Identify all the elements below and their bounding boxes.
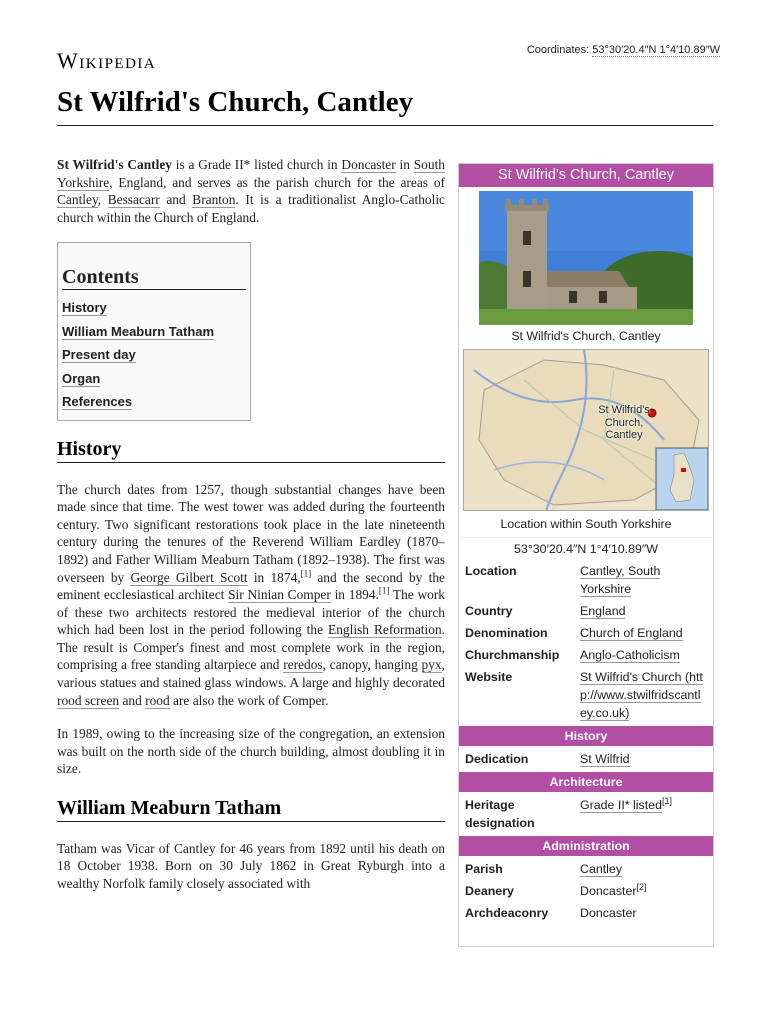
church-photo[interactable] — [479, 191, 693, 325]
reference-1[interactable]: [1] — [300, 568, 312, 579]
tatham-heading: William Meaburn Tatham — [57, 800, 445, 822]
infobox-row-deanery: Deanery Doncaster[2] — [465, 881, 647, 898]
link-branton[interactable]: Branton — [192, 192, 236, 208]
infobox-row-archdeaconry: Archdeaconry Doncaster — [465, 906, 637, 920]
link-cantley[interactable]: Cantley — [57, 192, 98, 208]
link-ninian-comper[interactable]: Sir Ninian Comper — [228, 587, 331, 603]
intro-paragraph: St Wilfrid's Cantley is a Grade II* listed church in Doncaster in South Yorkshire, England, and serves as the parish church for the areas of Cantley, Bessacarr and Branton. It is a traditionalist Anglo-Catholic church within the Church of England. — [57, 157, 445, 225]
map-marker-label: St Wilfrid's Church, Cantley — [598, 404, 650, 441]
infobox-section-administration: Administration — [459, 836, 713, 856]
reference-heritage[interactable]: [1] — [661, 795, 672, 806]
location-map[interactable] — [463, 349, 709, 511]
history-paragraph-1: The church dates from 1257, though substantial changes have been made since that time. The west tower was added during the fourteenth century. Two significant restorations took place in the late nineteenth century during the tenures of the Reverend William Eardley (1870–1892) and Father William Meaburn Tatham (1892–1938). The first was overseen by George Gilbert Scott in 1874,[1] and the second by the eminent ecclesiastical architect Sir Ninian Comper in 1894.[1] The work of these two architects restored the medieval interior of the church which had been lost in the period following the English Reformation. The result is Comper's finest and most complete work in the region, comprising a free standing altarpiece and reredos, canopy, hanging pyx, various statues and stained glass windows. A large and highly decorated rood screen and rood are also the work of Comper. — [57, 481, 445, 708]
link-rood-screen[interactable]: rood screen — [57, 692, 120, 708]
intro-bold: St Wilfrid's Cantley — [57, 157, 172, 172]
infobox-row-location: Location Cantley, South Yorkshire — [465, 564, 661, 596]
history-heading: History — [57, 441, 445, 463]
reference-1b[interactable]: [1] — [378, 585, 390, 596]
link-dedication[interactable]: St Wilfrid — [580, 752, 630, 766]
link-george-gilbert-scott[interactable]: George Gilbert Scott — [130, 569, 248, 585]
link-doncaster[interactable]: Doncaster — [341, 157, 396, 172]
toc-item-organ[interactable]: Organ — [62, 370, 101, 386]
toc-item-references[interactable]: References — [62, 394, 133, 410]
link-heritage[interactable]: Grade II* listed — [580, 798, 662, 812]
infobox-title: St Wilfrid's Church, Cantley — [459, 164, 713, 187]
infobox-row-dedication: Dedication St Wilfrid — [465, 752, 630, 766]
link-reredos[interactable]: reredos — [283, 657, 323, 673]
infobox-coordinates[interactable]: 53°30′20.4″N 1°4′10.89″W — [459, 537, 713, 560]
infobox-row-churchmanship: Churchmanship Anglo-Catholicism — [465, 648, 680, 662]
history-paragraph-2: In 1989, owing to the increasing size of the congregation, an extension was built on the north side of the church building, almost doubling it in size. — [57, 726, 445, 777]
coordinates-link[interactable]: 53°30′20.4″N 1°4′10.89″W — [592, 44, 720, 56]
link-denomination[interactable]: Church of England — [580, 626, 683, 640]
link-website[interactable]: St Wilfrid's Church (http://www.stwilfridscantley.co.uk) — [580, 670, 703, 720]
link-location[interactable]: Cantley, South Yorkshire — [580, 564, 661, 596]
infobox — [458, 163, 714, 947]
infobox-row-website: Website St Wilfrid's Church (http://www.stwilfridscantley.co.uk) — [465, 670, 703, 720]
toc-item-present-day[interactable]: Present day — [62, 347, 136, 363]
toc-heading: Contents — [62, 269, 246, 290]
link-rood[interactable]: rood — [145, 692, 170, 708]
link-bessacarr[interactable]: Bessacarr — [107, 192, 160, 208]
toc-item-history[interactable]: History — [62, 299, 107, 315]
wikipedia-logo[interactable]: Wikipedia — [57, 48, 157, 73]
tatham-paragraph-1: Tatham was Vicar of Cantley for 46 years from 1892 until his death on 18 October 1938. Born on 30 July 1862 in Great Ryburgh into a wealthy Norfolk family closely associated with — [57, 840, 445, 891]
infobox-section-architecture: Architecture — [459, 772, 713, 792]
link-pyx[interactable]: pyx — [421, 657, 442, 673]
toc-item-tatham[interactable]: William Meaburn Tatham — [62, 323, 215, 339]
link-churchmanship[interactable]: Anglo-Catholicism — [580, 648, 680, 662]
table-of-contents — [57, 242, 251, 421]
infobox-row-parish: Parish Cantley — [465, 862, 623, 876]
map-caption: Location within South Yorkshire — [500, 517, 672, 531]
link-english-reformation[interactable]: English Reformation — [328, 622, 442, 638]
coordinates-label: Coordinates: — [526, 44, 590, 56]
article-body — [57, 156, 445, 908]
link-country[interactable]: England — [580, 604, 626, 618]
link-parish[interactable]: Cantley — [580, 862, 623, 876]
infobox-row-country: Country England — [465, 604, 626, 618]
photo-caption: St Wilfrid's Church, Cantley — [511, 329, 661, 343]
link-south-yorkshire[interactable]: South Yorkshire — [57, 157, 445, 190]
infobox-section-history: History — [459, 726, 713, 746]
infobox-row-denomination: Denomination Church of England — [465, 626, 683, 640]
reference-deanery[interactable]: [2] — [636, 881, 647, 892]
coordinates — [527, 44, 720, 56]
infobox-row-heritage: Heritage designation Grade II* listed[1] — [465, 795, 672, 830]
page-title: St Wilfrid's Church, Cantley — [57, 86, 713, 126]
